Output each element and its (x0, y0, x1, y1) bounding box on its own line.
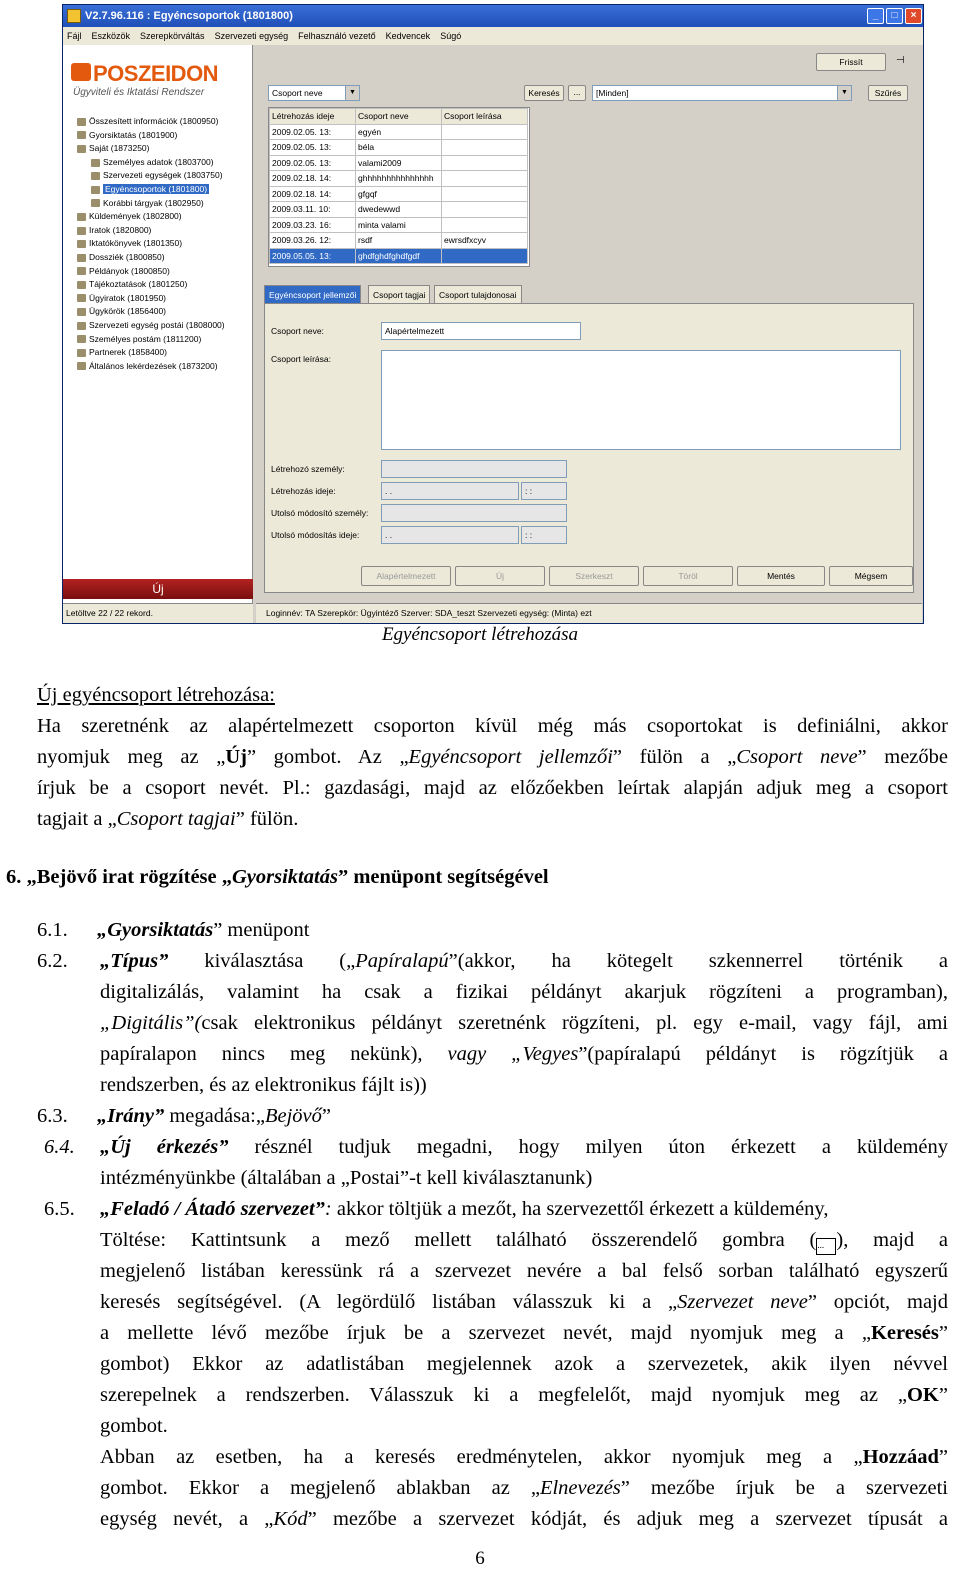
table-cell: gfgqf (356, 186, 442, 202)
maximize-icon[interactable]: □ (886, 8, 903, 24)
item-6-4-line2: intézményünkbe (általában a „Postai”-t kell kiválasztanunk) (100, 1167, 593, 1189)
table-cell (442, 248, 528, 264)
pin-icon[interactable]: ⊣ (896, 55, 905, 66)
table-row[interactable] (270, 233, 528, 249)
logo-name: POSZEIDON (93, 61, 219, 86)
status-record-count: Letöltve 22 / 22 rekord. (63, 603, 253, 623)
edit-button[interactable]: Szerkeszt (549, 566, 639, 586)
menu-help[interactable]: Súgó (440, 31, 462, 41)
table-cell: egyén (356, 124, 442, 140)
name-label: Csoport neve: (271, 326, 324, 336)
folder-icon (77, 322, 86, 330)
tree-item-label: Összesített információk (1800950) (89, 116, 219, 126)
item-6-5-num: 6.5. (44, 1198, 75, 1220)
menu-unit[interactable]: Szervezeti egység (214, 31, 289, 41)
folder-icon (77, 281, 86, 289)
table-cell (442, 140, 528, 156)
folder-icon (77, 362, 86, 370)
search-button[interactable]: Keresés (524, 85, 564, 101)
delete-button[interactable]: Töröl (643, 566, 733, 586)
tab-group-properties[interactable]: Egyéncsoport jellemzői (264, 285, 361, 303)
tree-item-label: Iktatókönyvek (1801350) (89, 238, 183, 249)
group-table (269, 108, 528, 264)
table-row[interactable] (270, 202, 528, 218)
created-date-field: . . (381, 482, 519, 500)
folder-icon (91, 172, 100, 180)
chevron-down-icon: ▼ (837, 86, 851, 100)
search-field-value: Csoport neve (272, 88, 323, 98)
item-6-2-line2: digitalizálás, valamint ha csak a fizikai példányt akarjuk rögzíteni a programban), (100, 981, 948, 1003)
folder-icon (77, 335, 86, 343)
folder-icon (77, 118, 86, 126)
heading-6: 6. „Bejövő irat rögzítése „Gyorsiktatás” menüpont segítségével (6, 866, 549, 888)
section-title: Új egyéncsoport létrehozása: (37, 684, 275, 706)
p1-line3: írjuk be a csoport nevét. Pl.: gazdasági, majd az előzőekben leírtak alapján adjuk meg a csoport (37, 777, 948, 799)
tree-item-label: Partnerek (1858400) (89, 347, 167, 358)
tree-item[interactable] (69, 169, 249, 183)
item-6-5-line1: „Feladó / Átadó szervezet”: akkor töltjük a mezőt, ha szervezettől érkezett a küldemény, (100, 1198, 829, 1220)
table-cell: minta valami (356, 217, 442, 233)
p1-line2: nyomjuk meg az „Új” gombot. Az „Egyéncsoport jellemzői” fülön a „Csoport neve” mezőbe (37, 746, 949, 768)
item-6-5-line8: gombot. (100, 1415, 168, 1437)
tree-item[interactable] (69, 115, 249, 129)
table-row[interactable] (270, 155, 528, 171)
logo-subtitle: Ügyviteli és Iktatási Rendszer (73, 87, 205, 98)
tree-item[interactable] (69, 346, 249, 360)
modified-date-field: . . (381, 526, 519, 544)
tree-item[interactable] (69, 129, 249, 143)
group-name-field[interactable]: Alapértelmezett (381, 322, 581, 340)
tree-item-label: Szervezeti egységek (1803750) (103, 170, 223, 181)
group-desc-field[interactable] (381, 350, 901, 450)
modified-time-field: : : (521, 526, 567, 544)
item-6-3: „Irány” megadása:„Bejövő” (97, 1105, 331, 1127)
table-cell: 2009.03.11. 10: (270, 202, 356, 218)
folder-icon (77, 254, 86, 262)
minimize-icon[interactable]: _ (867, 8, 884, 24)
item-6-2-line4: papíralapon nincs meg nekünk), vagy „Vegyes”(papíralapú példányt is rögzítjük a (100, 1043, 948, 1065)
refresh-button[interactable]: Frissít (816, 53, 886, 71)
app-window (62, 4, 924, 624)
p1-line4: tagjait a „Csoport tagjai” fülön. (37, 808, 299, 830)
logo-mark (71, 63, 91, 81)
tree-item-label: Korábbi tárgyak (1802950) (103, 197, 204, 208)
item-6-2-line5: rendszerben, és az elektronikus fájlt is)) (100, 1074, 427, 1096)
tree-item[interactable] (69, 292, 249, 306)
table-cell (442, 202, 528, 218)
menu-role[interactable]: Szerepkörváltás (140, 31, 205, 41)
modifier-field (381, 504, 567, 522)
col-created[interactable]: Létrehozás ideje (270, 109, 356, 125)
table-row[interactable] (270, 124, 528, 140)
created-label: Létrehozás ideje: (271, 486, 336, 496)
table-cell: rsdf (356, 233, 442, 249)
app-icon (67, 9, 81, 23)
item-6-1-num: 6.1. (37, 919, 68, 941)
folder-icon (77, 267, 86, 275)
poszeidon-logo (71, 61, 247, 101)
table-cell: ewrsdfxcyv (442, 233, 528, 249)
table-cell (442, 124, 528, 140)
menu-file[interactable]: Fájl (67, 31, 82, 41)
menu-tools[interactable]: Eszközök (91, 31, 131, 41)
menu-favorites[interactable]: Kedvencek (385, 31, 431, 41)
tree-item-label: Személyes postám (1811200) (89, 333, 202, 344)
item-6-5-line7: szerepelnek a rendszerben. Válasszuk ki a megfelelőt, majd nyomjuk meg az „OK” (100, 1384, 948, 1406)
tree-item[interactable] (69, 278, 249, 292)
tree-item[interactable] (69, 142, 249, 156)
tree-item[interactable] (69, 237, 249, 251)
item-6-5-line3: megjelenő listában keressünk rá a szervezet nevére a bal felső sorban található egyszerű (100, 1260, 948, 1282)
item-6-5-line11: egység nevét, a „Kód” mezőbe a szervezet kódját, és adjuk meg a szervezet típusát a (100, 1508, 948, 1530)
chevron-down-icon: ▼ (345, 86, 359, 100)
tree-item-label: Egyéncsoportok (1801800) (105, 183, 208, 194)
table-cell (442, 171, 528, 187)
desc-label: Csoport leírása: (271, 354, 331, 364)
item-6-2-line1: „Típus” kiválasztása („Papíralapú”(akkor, ha kötegelt szkennerrel történik a (100, 950, 949, 972)
window-title: V2.7.96.116 : Egyéncsoportok (1801800) (85, 10, 293, 22)
table-cell: 2009.02.18. 14: (270, 186, 356, 202)
table-cell: ghhhhhhhhhhhhhhh (356, 171, 442, 187)
menu-user[interactable]: Felhasználó vezető (298, 31, 376, 41)
search-field-select[interactable] (268, 85, 360, 101)
page-number: 6 (475, 1548, 485, 1569)
modified-label: Utolsó módosítás ideje: (271, 530, 360, 540)
tree-item[interactable] (69, 224, 249, 238)
tree-item-label: Személyes adatok (1803700) (103, 156, 214, 167)
table-cell: valami2009 (356, 155, 442, 171)
cancel-button[interactable]: Mégsem (829, 566, 913, 586)
table-cell: ghdfghdfghdfgdf (356, 248, 442, 264)
folder-icon (77, 349, 86, 357)
tree-item[interactable] (69, 360, 249, 374)
item-6-4-line1: „Új érkezés” résznél tudjuk megadni, hogy milyen úton érkezett a küldemény (100, 1136, 948, 1158)
table-row[interactable] (270, 171, 528, 187)
tab-strip (264, 285, 914, 303)
item-6-5-line6: gombot) Ekkor az adatlistában megjelennek azok a szervezetek, akik ilyen névvel (100, 1353, 948, 1375)
table-cell: 2009.02.18. 14: (270, 171, 356, 187)
tree-item[interactable] (69, 210, 249, 224)
new-record-button[interactable]: Új (455, 566, 545, 586)
tree-item[interactable] (69, 183, 249, 197)
tree-item-label: Gyorsiktatás (1801900) (89, 129, 178, 140)
item-6-5-line4: keresés segítségével. (A legördülő listában válasszuk ki a „Szervezet neve” opciót, majd (100, 1291, 949, 1313)
filter-value: [Minden] (596, 88, 629, 98)
p1-line1: Ha szeretnénk az alapértelmezett csoporton kívül még más csoportokat is definiálni, akkor (37, 715, 948, 737)
table-cell: 2009.05.05. 13: (270, 248, 356, 264)
tree-item-label: Iratok (1820800) (89, 224, 152, 235)
item-6-4-num: 6.4. (44, 1136, 75, 1158)
tree-item-label: Küldemények (1802800) (89, 211, 182, 222)
table-cell (442, 217, 528, 233)
menu-bar (63, 27, 923, 45)
table-cell: béla (356, 140, 442, 156)
tree-item[interactable] (69, 251, 249, 265)
folder-icon (77, 213, 86, 221)
folder-icon (77, 294, 86, 302)
tree-item[interactable] (69, 333, 249, 347)
group-form (264, 303, 914, 593)
tree-item-label: Tájékoztatások (1801250) (89, 279, 188, 290)
close-icon[interactable]: × (905, 8, 922, 24)
item-6-5-line10: gombot. Ekkor a megjelenő ablakban az „Elnevezés” mezőbe írjuk be a szervezeti (100, 1477, 948, 1499)
tree-item[interactable] (69, 319, 249, 333)
col-name[interactable]: Csoport neve (356, 109, 442, 125)
folder-icon (91, 199, 100, 207)
item-6-3-num: 6.3. (37, 1105, 68, 1127)
tree-item-label: Saját (1873250) (89, 143, 150, 154)
modifier-label: Utolsó módosító személy: (271, 508, 369, 518)
tab-group-owners[interactable]: Csoport tulajdonosai (434, 285, 522, 303)
item-6-5-line2: Töltése: Kattintsunk a mező mellett található összerendelő gombra (... ), majd a (100, 1225, 948, 1256)
item-6-2-line3: „Digitális”(csak elektronikus példányt szeretnénk rögzíteni, pl. egy e-mail, vagy fájl, ami (100, 1012, 948, 1034)
table-cell: 2009.03.23. 16: (270, 217, 356, 233)
tree-item-label: Szervezeti egység postái (1808000) (89, 319, 225, 330)
creator-label: Létrehozó személy: (271, 464, 345, 474)
status-session: Loginnév: TA Szerepkör: Ügyintéző Szerver: SDA_teszt Szervezeti egység: (Minta) ezt (256, 603, 922, 623)
table-cell: 2009.02.05. 13: (270, 140, 356, 156)
group-grid (268, 107, 530, 267)
item-6-5-line9: Abban az esetben, ha a keresés eredménytelen, akkor nyomjuk meg a „Hozzáad” (100, 1446, 948, 1468)
nav-tree (69, 115, 249, 373)
created-time-field: : : (521, 482, 567, 500)
tree-item-label: Példányok (1800850) (89, 265, 170, 276)
table-cell: 2009.02.05. 13: (270, 124, 356, 140)
table-cell (442, 155, 528, 171)
ellipsis-button-inline: ... (816, 1238, 836, 1255)
table-cell: 2009.03.26. 12: (270, 233, 356, 249)
figure-caption: Egyéncsoport létrehozása (381, 624, 579, 645)
table-row[interactable] (270, 140, 528, 156)
filter-button[interactable]: Szűrés (868, 85, 908, 101)
table-row[interactable] (270, 248, 528, 264)
tree-item[interactable] (69, 197, 249, 211)
table-cell: dwedewwd (356, 202, 442, 218)
folder-icon (77, 227, 86, 235)
folder-icon (77, 145, 86, 153)
item-6-5-line5: a mellette lévő mezőbe írjuk be a szervezet nevét, majd nyomjuk meg a „Keresés” (100, 1322, 948, 1344)
folder-icon (77, 240, 86, 248)
table-row[interactable] (270, 186, 528, 202)
col-desc[interactable]: Csoport leírása (442, 109, 528, 125)
new-button[interactable]: Új (63, 579, 253, 599)
creator-field (381, 460, 567, 478)
grid-empty-area (532, 107, 924, 267)
filter-select[interactable] (592, 85, 852, 101)
navigation-pane (63, 45, 253, 603)
table-row[interactable] (270, 217, 528, 233)
default-button[interactable]: Alapértelmezett (361, 566, 451, 586)
ellipsis-button[interactable]: ... (568, 85, 586, 101)
folder-icon (77, 131, 86, 139)
tree-item-label: Ügykörök (1856400) (89, 306, 167, 317)
table-cell: 2009.02.05. 13: (270, 155, 356, 171)
table-cell (442, 186, 528, 202)
tab-group-members[interactable]: Csoport tagjai (368, 285, 430, 303)
item-6-2-num: 6.2. (37, 950, 68, 972)
folder-icon (91, 159, 100, 167)
tree-item-label: Ügyiratok (1801950) (89, 292, 167, 303)
save-button[interactable]: Mentés (737, 566, 825, 586)
tree-item-label: Dossziék (1800850) (89, 251, 165, 262)
tree-item[interactable] (69, 305, 249, 319)
item-6-1: „Gyorsiktatás” menüpont (97, 919, 310, 941)
content-pane (256, 45, 922, 603)
tree-item[interactable] (69, 265, 249, 279)
tree-item-label: Általános lekérdezések (1873200) (89, 360, 218, 371)
tree-item[interactable] (69, 156, 249, 170)
folder-icon (77, 308, 86, 316)
folder-icon (91, 186, 100, 194)
window-titlebar[interactable] (63, 5, 923, 27)
